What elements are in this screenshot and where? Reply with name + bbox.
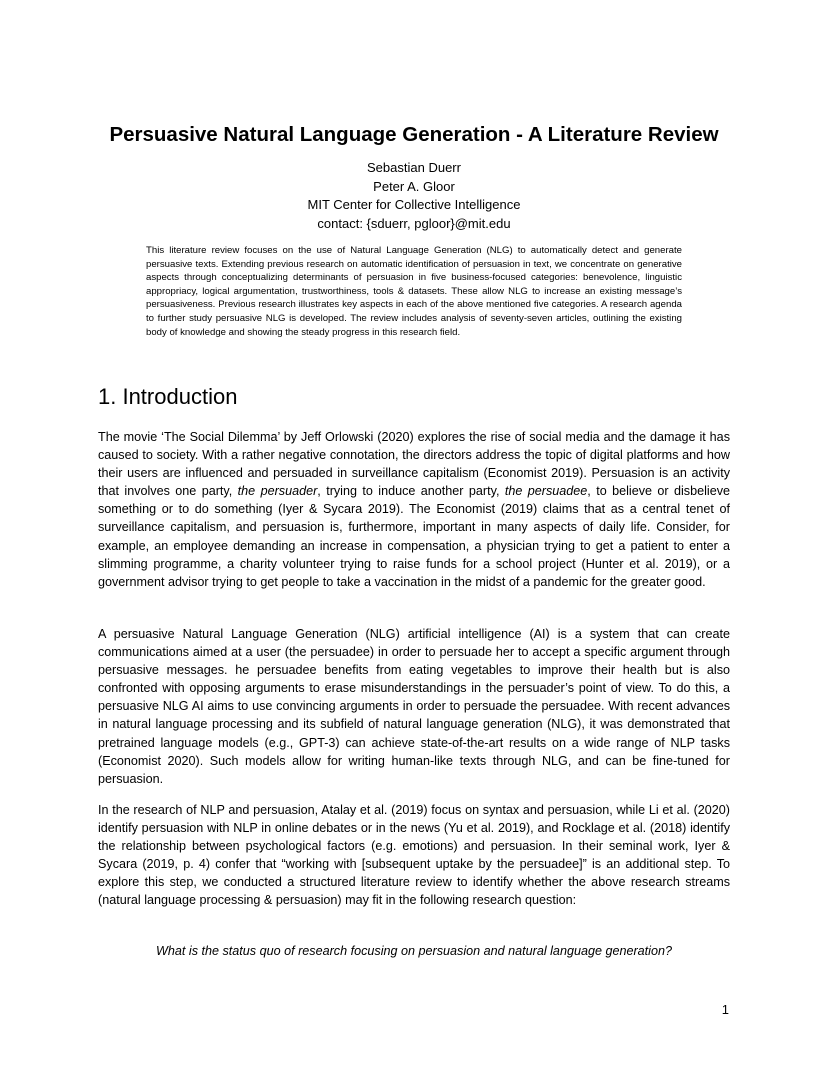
research-question: What is the status quo of research focusing on persuasion and natural language generation? (156, 944, 672, 958)
section-heading: 1. Introduction (98, 384, 238, 409)
author-name: Peter A. Gloor (373, 178, 455, 194)
affiliation: MIT Center for Collective Intelligence (307, 197, 521, 212)
paragraph-text: , to believe or disbelieve something or to do something (Iyer & Sycara 2019). The Economist (2019) claims that as a central tenet of surveillance capitalism, and persuasion is, furthermore, important in many aspects of daily life. Consider, for example, an employee demanding an increase in compensation, a physician trying to get a patient to enter a slimming programme, a charity volunteer trying to raise funds for a school project (Hunter et al. 2019), or a government advisor trying to get people to take a vaccination in the midst of a pandemic for the greater good. (98, 484, 730, 589)
paragraph: A persuasive Natural Language Generation (NLG) artificial intelligence (AI) is a system that can create communications aimed at a user (the persuadee) in order to persuade her to accept a specific argument through persuasive messages. he persuadee benefits from eating vegetables to improve their health but is also confronted with opposing arguments to erase misunderstandings in the persuader’s point of view. To do this, a persuasive NLG AI aims to use convincing arguments in order to persuade the persuadee. With recent advances in natural language processing and its subfield of natural language generation (NLG), it was demonstrated that pretrained language models (e.g., GPT-3) can achieve state-of-the-art results on a wide range of NLP tasks (Economist 2020). Such models allow for writing human-like texts through NLG, and can be fine-tuned for persuasion. (98, 627, 730, 786)
emphasis-term: the persuader (237, 484, 318, 499)
paragraph (98, 428, 730, 591)
paragraph: In the research of NLP and persuasion, Atalay et al. (2019) focus on syntax and persuasion, while Li et al. (2020) identify persuasion with NLP in online debates or in the news (Yu et al. 2019), and Rocklage et al. (2018) identify the relationship between psychological factors (e.g. emotions) and persuasion. In their seminal work, Iyer & Sycara (2019, p. 4) confer that “working with [subsequent uptake by the persuadee]” is an additional step. To explore this step, we conducted a structured literature review to identify whether the above research streams (natural language processing & persuasion) may fit in the following research question: (98, 803, 730, 908)
paragraph-text: The movie ‘The Social Dilemma’ by Jeff Orlowski (2020) explores the rise of social media and the damage it has caused to society. With a rather negative connotation, the directors address the topic of digital platforms and how their users are influenced and persuaded in surveillance capitalism (Economist 2019). Persuasion is an activity that involves one party, (98, 430, 730, 499)
author-name: Sebastian Duerr (367, 160, 461, 175)
author-block (160, 159, 668, 233)
paper-title: Persuasive Natural Language Generation - A Literature Review (109, 123, 719, 146)
abstract: This literature review focuses on the use of Natural Language Generation (NLG) to automatically detect and generate persuasive texts. Extending previous research on automatic identification of persuasion in text, we concentrate on generative aspects through conceptualizing determinants of persuasion in five business-focused categories: benevolence, linguistic appropriacy, logical argumentation, trustworthiness, tools & datasets. These allow NLG to increase an existing message’s persuasiveness. Previous research illustrates key aspects in each of the above mentioned five categories. A research agenda to further study persuasive NLG is developed. The review includes analysis of seventy-seven articles, outlining the existing body of knowledge and showing the steady progress in this research field. (146, 245, 682, 338)
contact-email: contact: {sduerr, pgloor}@mit.edu (317, 215, 511, 231)
paragraph-text: , trying to induce another party, (317, 484, 505, 499)
page-number: 1 (721, 1002, 729, 1017)
emphasis-term: the persuadee (504, 484, 588, 499)
